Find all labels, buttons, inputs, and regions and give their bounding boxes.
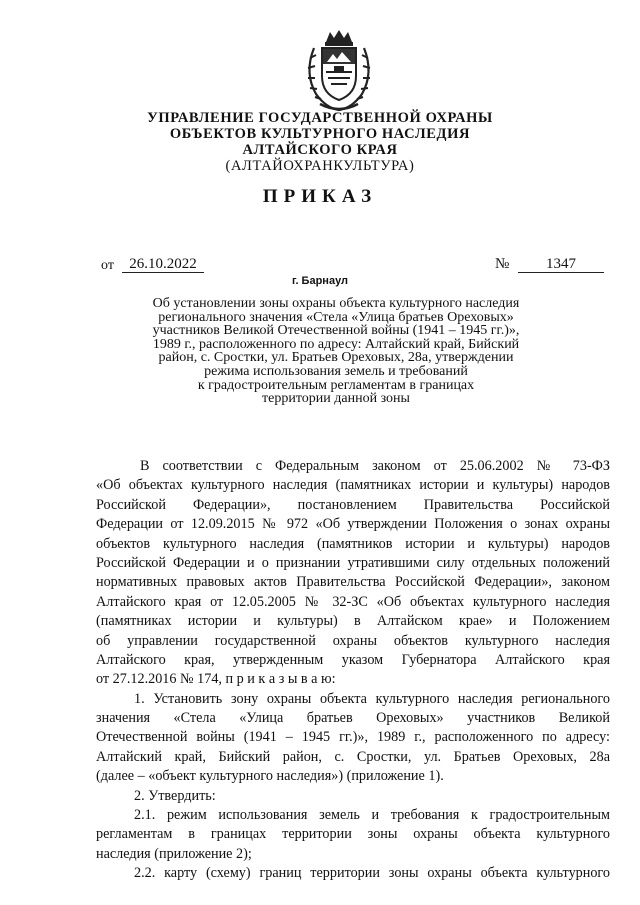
- document-type-title: ПРИКАЗ: [262, 186, 378, 207]
- document-number: 1347: [518, 256, 604, 273]
- body-line: 2. Утвердить:: [134, 787, 216, 804]
- body-line: В соответствии с Федеральным законом от 25.06.2002 № 73-ФЗ: [140, 458, 610, 474]
- date-label: от: [101, 258, 114, 273]
- org-name-line3: АЛТАЙСКОГО КРАЯ: [242, 142, 398, 158]
- coat-of-arms-icon: [300, 28, 378, 114]
- body-line: Отечественной войны (1941 – 1945 гг.)», 1989 г., расположенного по адресу:: [96, 729, 610, 746]
- subject-line: территории данной зоны: [262, 391, 410, 407]
- document-body: [96, 457, 610, 884]
- subject-line: регионального значения «Стела «Улица братьев Ореховых»: [158, 309, 514, 325]
- body-line: 1. Установить зону охраны объекта культурного наследия регионального: [134, 690, 610, 707]
- body-line: 2.1. режим использования земель и требования к градостроительным: [134, 807, 610, 824]
- body-line: нормативных правовых актов Правительства Российской Федерации», законом: [96, 574, 610, 591]
- subject-line: район, с. Сростки, ул. Братьев Ореховых, 28а, утверждении: [158, 350, 514, 366]
- city-label: г. Барнаул: [291, 275, 349, 287]
- org-name-line2: ОБЪЕКТОВ КУЛЬТУРНОГО НАСЛЕДИЯ: [169, 126, 471, 142]
- body-line: Алтайский край, Бийский район, с. Сростки, ул. Братьев Ореховых, 28а: [96, 748, 610, 765]
- body-line: значения «Стела «Улица братьев Ореховых» участников Великой: [96, 710, 610, 727]
- org-short-name: (АЛТАЙОХРАНКУЛЬТУРА): [225, 158, 415, 174]
- body-line: регламентам в границах территории зоны охраны объекта культурного: [96, 826, 610, 843]
- body-line: «Об объектах культурного наследия (памятниках истории и культуры) народов: [96, 477, 610, 494]
- org-name-line1: УПРАВЛЕНИЕ ГОСУДАРСТВЕННОЙ ОХРАНЫ: [147, 110, 493, 126]
- subject-line: участников Великой Отечественной войны (1941 – 1945 гг.)»,: [152, 323, 520, 339]
- subject-line: к градостроительным регламентам в границах: [197, 377, 475, 393]
- body-line: наследия (приложение 2);: [96, 845, 252, 862]
- subject-line: 1989 г., расположенного по адресу: Алтайский край, Бийский: [152, 336, 520, 352]
- body-line: Алтайского края, утвержденным указом Губернатора Алтайского края: [96, 651, 610, 668]
- body-line: Российской Федерации и о признании утратившими силу отдельных положений: [96, 554, 610, 571]
- body-line: Федерации от 12.09.2015 № 972 «Об утверждении Положения о зонах охраны: [96, 516, 610, 533]
- body-line: объектов культурного наследия (памятников истории и культуры) народов: [96, 535, 610, 552]
- body-line: Алтайского края от 12.05.2005 № 32-ЗС «Об объектах культурного наследия: [96, 593, 610, 610]
- subject-line: режима использования земель и требований: [204, 363, 468, 379]
- body-line: (далее – «объект культурного наследия») (приложение 1).: [96, 768, 444, 785]
- body-line: от 27.12.2016 № 174, п р и к а з ы в а ю:: [96, 671, 336, 688]
- subject-line: Об установлении зоны охраны объекта культурного наследия: [152, 296, 520, 311]
- document-date: 26.10.2022: [122, 256, 204, 273]
- body-line: об управлении государственной охраны объектов культурного наследия: [96, 632, 610, 649]
- number-label: №: [495, 256, 510, 272]
- document-subject: [118, 297, 554, 406]
- body-line: 2.2. карту (схему) границ территории зоны охраны объекта культурного: [134, 865, 610, 882]
- body-line: (памятниках истории и культуры) в Алтайском крае» и Положением: [96, 613, 610, 630]
- body-line: Российской Федерации», постановлением Правительства Российской: [96, 496, 610, 513]
